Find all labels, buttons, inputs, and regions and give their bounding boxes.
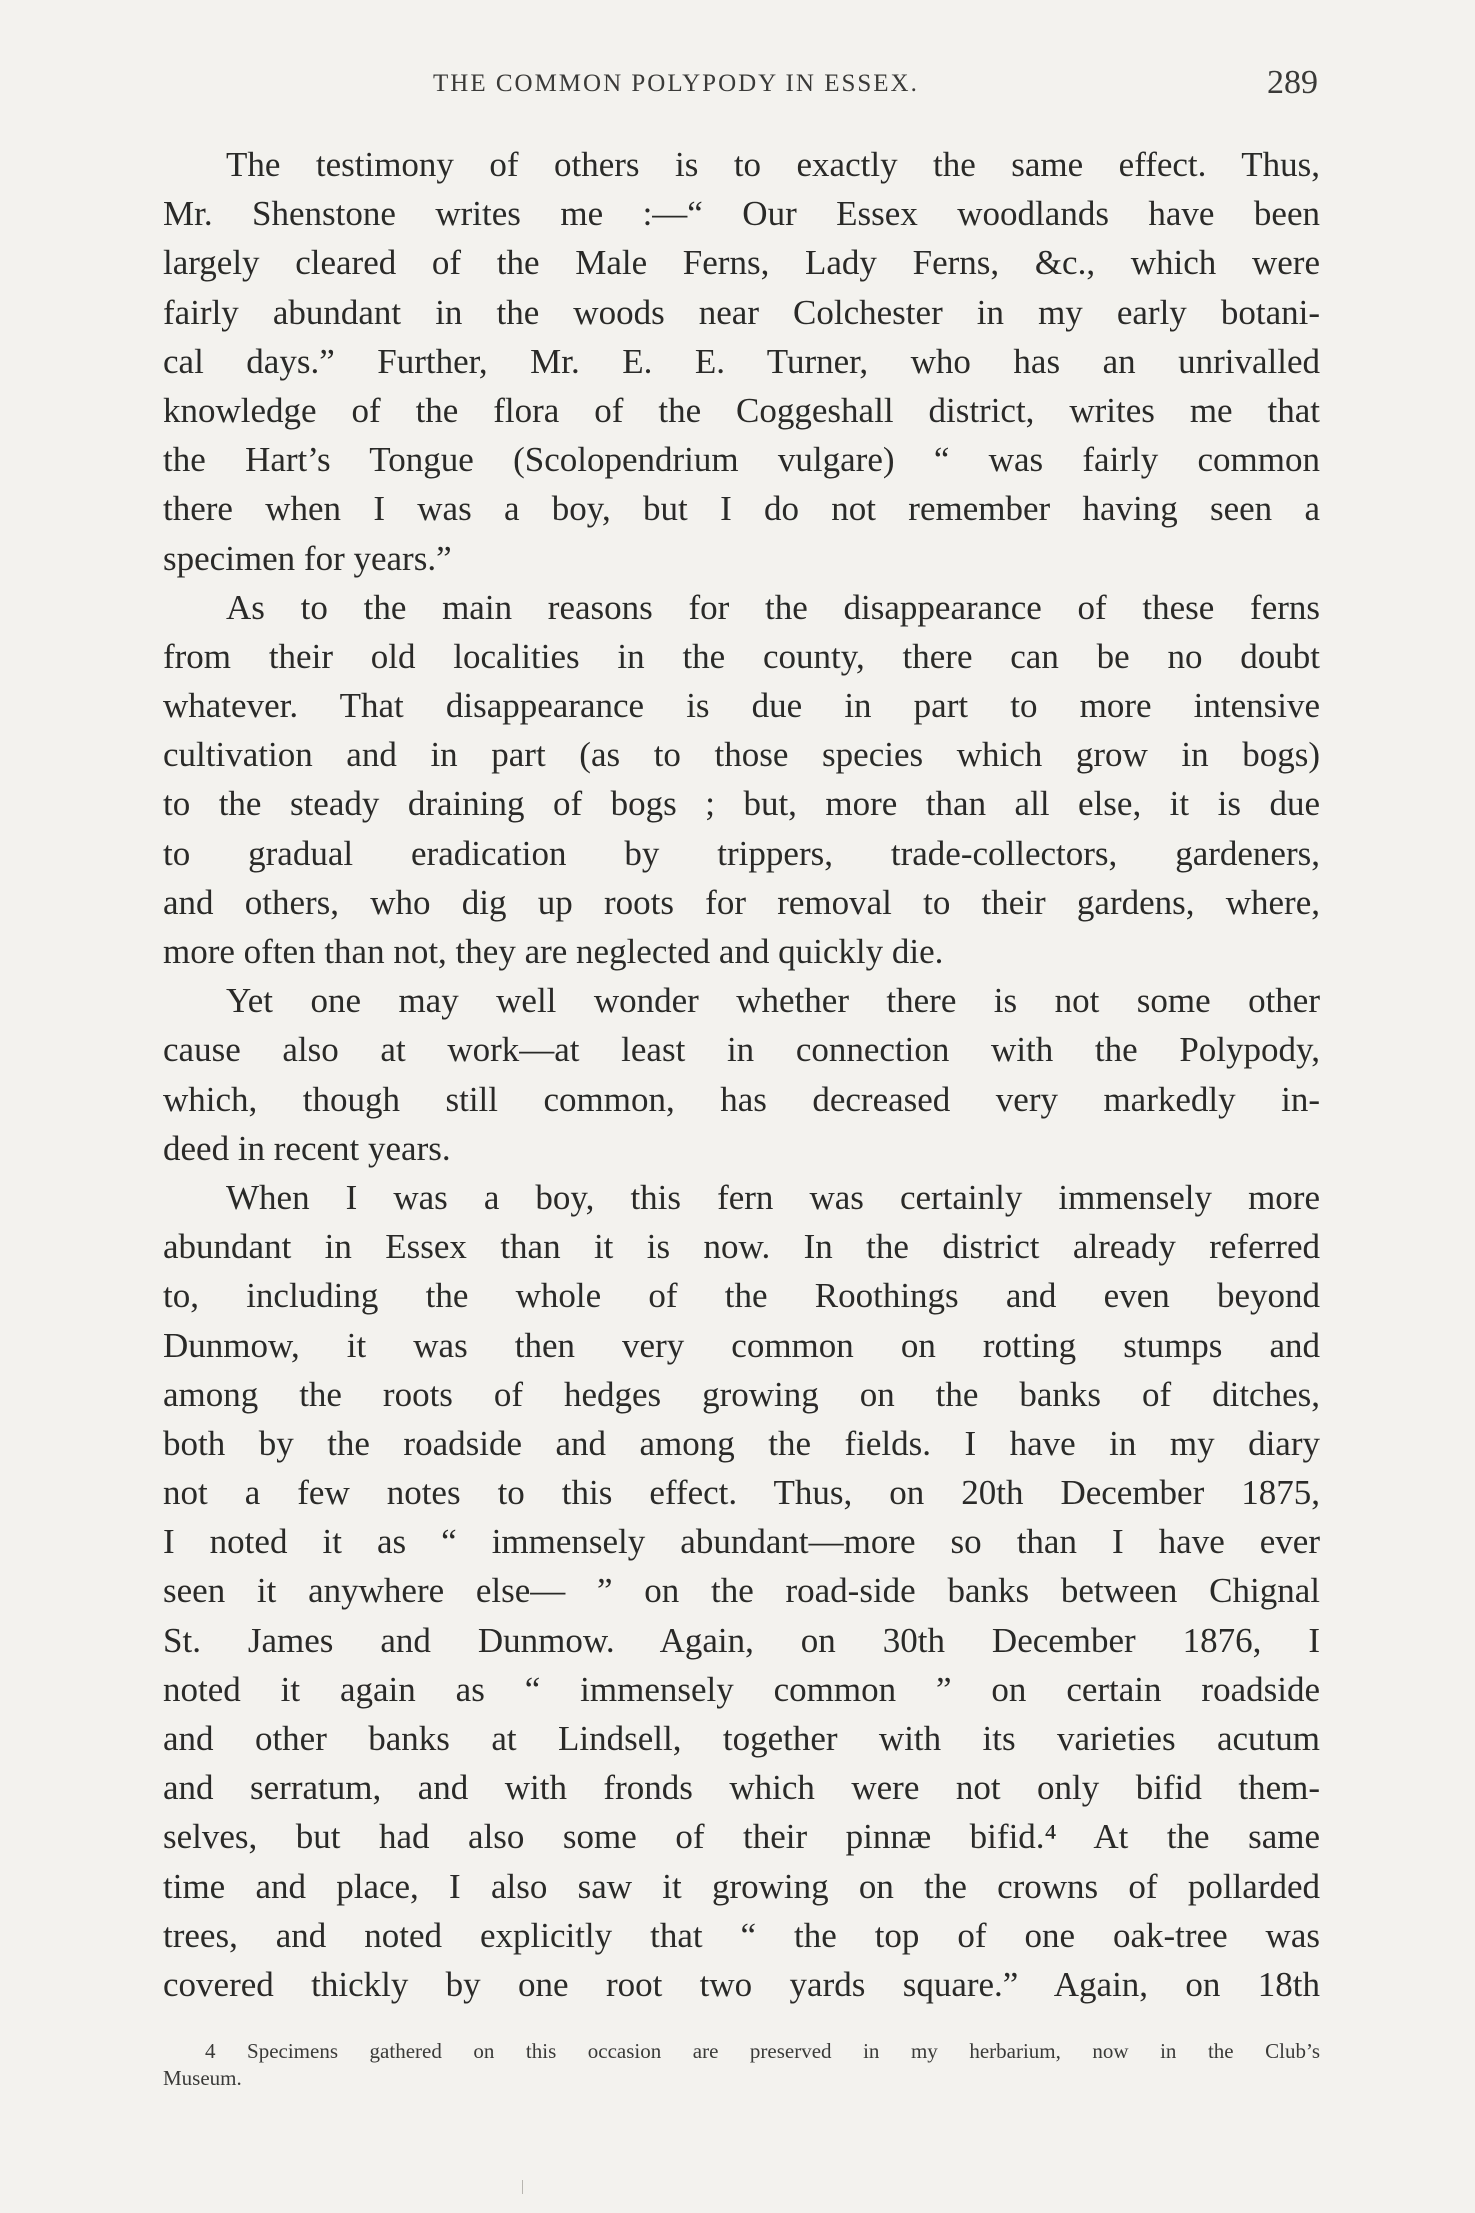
text-line: not a few notes to this effect. Thus, on 20th December 1875,	[163, 1473, 1320, 1513]
text-line: As to the main reasons for the disappearance of these ferns	[226, 587, 1320, 627]
footnote-line: Museum.	[163, 2066, 242, 2090]
text-line: largely cleared of the Male Ferns, Lady Ferns, &c., which were	[163, 243, 1320, 283]
text-line: more often than not, they are neglected and quickly die.	[163, 932, 944, 971]
text-line: I noted it as “ immensely abundant—more so than I have ever	[163, 1522, 1320, 1562]
paper-mark	[522, 2180, 526, 2194]
text-line: cal days.” Further, Mr. E. E. Turner, who has an unrivalled	[163, 341, 1320, 381]
text-line: to gradual eradication by trippers, trade-collectors, gardeners,	[163, 833, 1320, 873]
text-line: Dunmow, it was then very common on rotting stumps and	[163, 1325, 1320, 1365]
footnote-line: 4 Specimens gathered on this occasion are preserved in my herbarium, now in the Club’s	[205, 2039, 1320, 2063]
text-line: which, though still common, has decreased very markedly in-	[163, 1079, 1320, 1119]
text-line: trees, and noted explicitly that “ the top of one oak-tree was	[163, 1915, 1320, 1955]
text-line: seen it anywhere else— ” on the road-side banks between Chignal	[163, 1571, 1320, 1611]
text-line: and serratum, and with fronds which were not only bifid them-	[163, 1768, 1320, 1808]
running-head	[163, 62, 1323, 112]
text-line: specimen for years.”	[163, 538, 452, 578]
text-line: knowledge of the flora of the Coggeshall district, writes me that	[163, 390, 1320, 430]
text-line: fairly abundant in the woods near Colchester in my early botani-	[163, 292, 1320, 332]
body-text	[163, 140, 1320, 2009]
text-line: Mr. Shenstone writes me :—“ Our Essex woodlands have been	[163, 194, 1320, 234]
text-line: cause also at work—at least in connection with the Polypody,	[163, 1030, 1320, 1070]
text-line: whatever. That disappearance is due in part to more intensive	[163, 686, 1320, 726]
text-line: noted it again as “ immensely common ” on certain roadside	[163, 1669, 1320, 1709]
text-line: and others, who dig up roots for removal to their gardens, where,	[163, 882, 1320, 922]
text-line: and other banks at Lindsell, together with its varieties acutum	[163, 1719, 1320, 1758]
text-line: the Hart’s Tongue (Scolopendrium vulgare) “ was fairly common	[163, 440, 1320, 480]
text-line: When I was a boy, this fern was certainly immensely more	[226, 1177, 1320, 1217]
text-line: St. James and Dunmow. Again, on 30th December 1876, I	[163, 1620, 1320, 1660]
text-line: selves, but had also some of their pinnæ bifid.⁴ At the same	[163, 1817, 1320, 1857]
text-line: abundant in Essex than it is now. In the district already referred	[163, 1227, 1320, 1267]
text-line: to the steady draining of bogs ; but, more than all else, it is due	[163, 784, 1320, 824]
text-line: there when I was a boy, but I do not remember having seen a	[163, 489, 1320, 529]
text-line: deed in recent years.	[163, 1128, 451, 1168]
text-line: to, including the whole of the Roothings and even beyond	[163, 1276, 1320, 1316]
text-line: time and place, I also saw it growing on the crowns of pollarded	[163, 1866, 1320, 1906]
footnote	[163, 2038, 1320, 2092]
page-number: 289	[1267, 64, 1318, 101]
text-line: Yet one may well wonder whether there is not some other	[226, 981, 1320, 1021]
text-line: among the roots of hedges growing on the banks of ditches,	[163, 1374, 1320, 1414]
text-line: cultivation and in part (as to those species which grow in bogs)	[163, 735, 1320, 775]
running-title: THE COMMON POLYPODY IN ESSEX.	[433, 70, 919, 97]
text-line: The testimony of others is to exactly the same effect. Thus,	[226, 145, 1320, 184]
text-line: covered thickly by one root two yards square.” Again, on 18th	[163, 1964, 1320, 2004]
text-line: both by the roadside and among the fields. I have in my diary	[163, 1423, 1320, 1463]
text-line: from their old localities in the county, there can be no doubt	[163, 636, 1320, 676]
